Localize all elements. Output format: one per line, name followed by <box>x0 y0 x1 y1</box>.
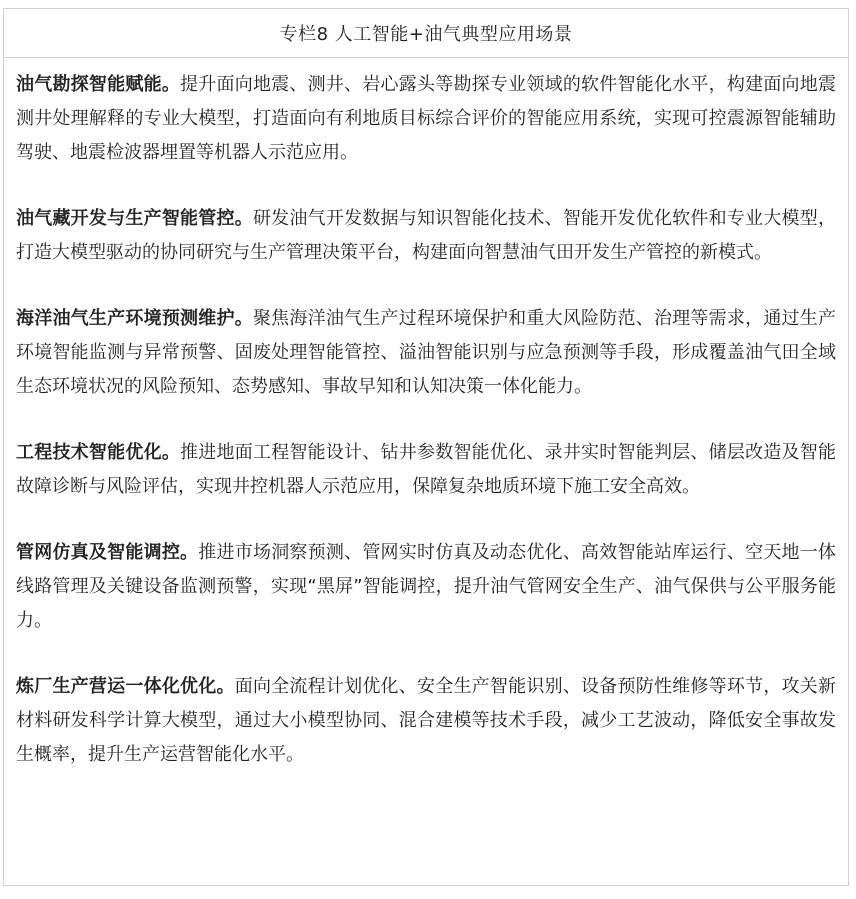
scenario-title: 炼厂生产营运一体化优化。 <box>16 676 235 697</box>
scenario-pipeline <box>16 536 836 638</box>
scenario-title: 管网仿真及智能调控。 <box>16 542 199 563</box>
scenario-offshore-environment <box>16 302 836 404</box>
scenario-engineering <box>16 436 836 504</box>
scenario-reservoir-development <box>16 202 836 270</box>
scenario-title: 油气藏开发与生产智能管控。 <box>16 208 253 229</box>
scenario-title: 海洋油气生产环境预测维护。 <box>16 308 253 329</box>
column-body <box>4 58 848 772</box>
scenario-exploration <box>16 68 836 170</box>
scenario-title: 工程技术智能优化。 <box>16 442 181 463</box>
scenario-title: 油气勘探智能赋能。 <box>16 74 181 95</box>
scenario-refinery <box>16 670 836 772</box>
scenario-text: 研发油气开发数据与知识智能化技术、智能开发优化软件和专业大模型，打造大模型驱动的协同研究与生产管理决策平台，构建面向智慧油气田开发生产管控的新模式。 <box>16 208 836 263</box>
column-box <box>3 8 849 886</box>
scenario-text: 提升面向地震、测井、岩心露头等勘探专业领域的软件智能化水平，构建面向地震测井处理解释的专业大模型，打造面向有利地质目标综合评价的智能应用系统，实现可控震源智能辅助驾驶、地震检波器埋置等机器人示范应用。 <box>16 74 836 163</box>
column-title: 专栏8 人工智能+油气典型应用场景 <box>4 9 848 58</box>
scenario-text: 面向全流程计划优化、安全生产智能识别、设备预防性维修等环节，攻关新材料研发科学计算大模型，通过大小模型协同、混合建模等技术手段，减少工艺波动，降低安全事故发生概率，提升生产运营智能化水平。 <box>16 676 837 765</box>
scenario-text: 聚焦海洋油气生产过程环境保护和重大风险防范、治理等需求，通过生产环境智能监测与异常预警、固废处理智能管控、溢油智能识别与应急预测等手段，形成覆盖油气田全域生态环境状况的风险预知、态势感知、事故早知和认知决策一体化能力。 <box>16 308 836 397</box>
scenario-text: 推进地面工程智能设计、钻井参数智能优化、录井实时智能判层、储层改造及智能故障诊断与风险评估，实现井控机器人示范应用，保障复杂地质环境下施工安全高效。 <box>16 442 836 497</box>
scenario-text: 推进市场洞察预测、管网实时仿真及动态优化、高效智能站库运行、空天地一体线路管理及关键设备监测预警，实现“黑屏”智能调控，提升油气管网安全生产、油气保供与公平服务能力。 <box>16 542 837 631</box>
